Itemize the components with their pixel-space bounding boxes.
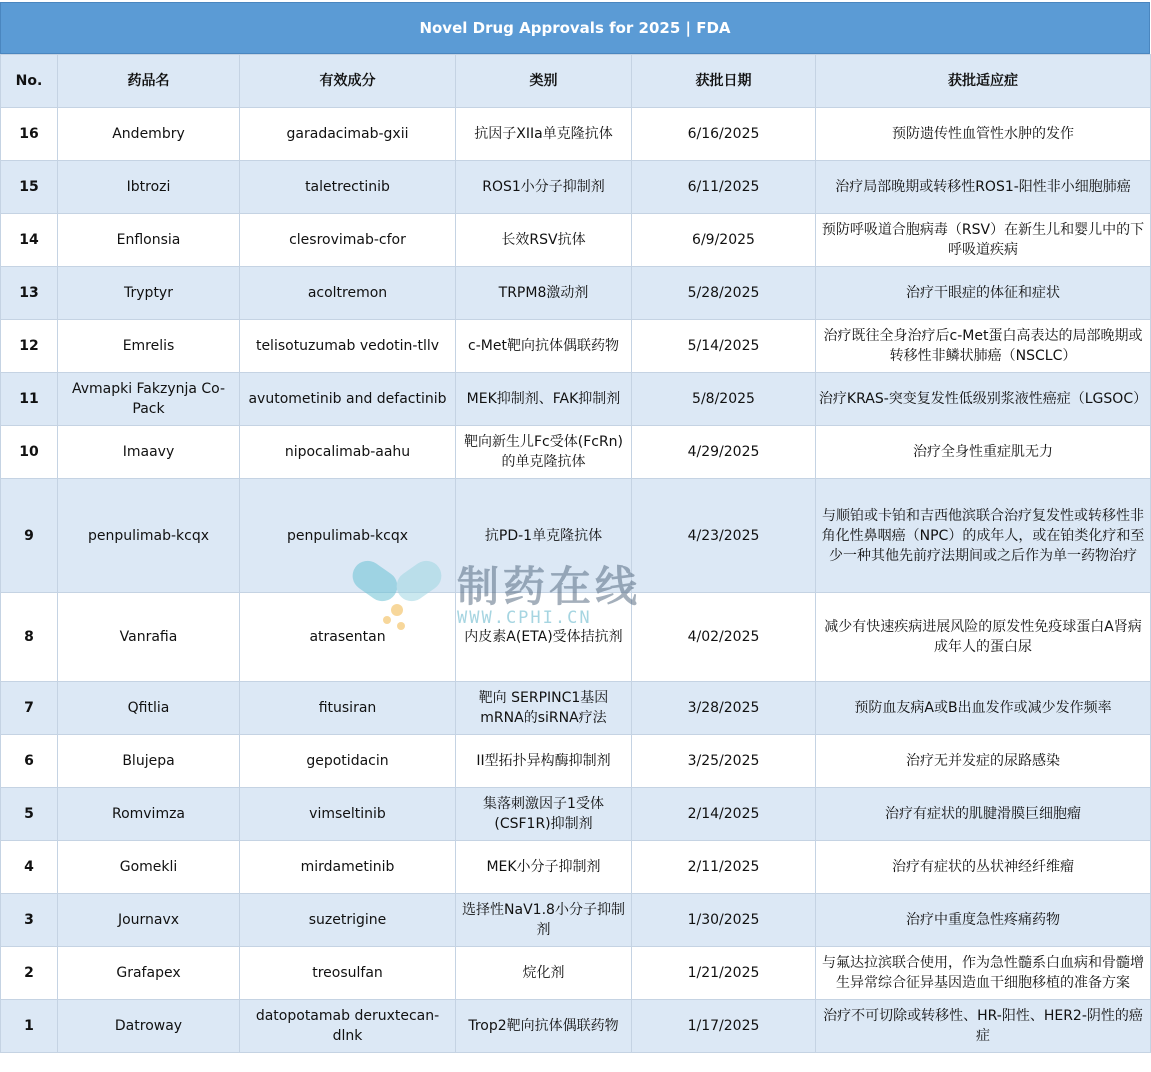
watermark-text: 制药在线 — [457, 562, 642, 611]
cell-no: 10 — [1, 426, 58, 479]
table-row — [1, 479, 1151, 593]
cell-ingredient: telisotuzumab vedotin-tllv — [240, 320, 456, 373]
cell-name: Andembry — [58, 108, 240, 161]
cell-date: 2/11/2025 — [632, 841, 816, 894]
cell-date: 5/8/2025 — [632, 373, 816, 426]
cell-name: Datroway — [58, 1000, 240, 1053]
table-row — [1, 947, 1151, 1000]
cell-category: 抗PD-1单克隆抗体 — [456, 479, 632, 593]
table-row — [1, 267, 1151, 320]
table-title: Novel Drug Approvals for 2025 | FDA — [0, 2, 1150, 54]
cell-name: penpulimab-kcqx — [58, 479, 240, 593]
cell-date: 3/25/2025 — [632, 735, 816, 788]
cell-no: 11 — [1, 373, 58, 426]
cell-category: 集落刺激因子1受体(CSF1R)抑制剂 — [456, 788, 632, 841]
cell-no: 4 — [1, 841, 58, 894]
cell-category: MEK小分子抑制剂 — [456, 841, 632, 894]
cell-date: 6/11/2025 — [632, 161, 816, 214]
cell-date: 1/30/2025 — [632, 894, 816, 947]
cell-ingredient: atrasentan — [240, 593, 456, 682]
cell-indication: 预防呼吸道合胞病毒（RSV）在新生儿和婴儿中的下呼吸道疾病 — [816, 214, 1151, 267]
cell-no: 14 — [1, 214, 58, 267]
cell-name: Emrelis — [58, 320, 240, 373]
cell-indication: 治疗全身性重症肌无力 — [816, 426, 1151, 479]
cell-no: 7 — [1, 682, 58, 735]
cell-ingredient: gepotidacin — [240, 735, 456, 788]
cell-category: Trop2靶向抗体偶联药物 — [456, 1000, 632, 1053]
cell-ingredient: treosulfan — [240, 947, 456, 1000]
cell-name: Avmapki Fakzynja Co-Pack — [58, 373, 240, 426]
cell-indication: 与顺铂或卡铂和吉西他滨联合治疗复发性或转移性非角化性鼻咽癌（NPC）的成年人，或在铂类化疗和至少一种其他先前疗法期间或之后作为单一药物治疗 — [816, 479, 1151, 593]
cell-indication: 治疗KRAS-突变复发性低级别浆液性癌症（LGSOC） — [816, 373, 1151, 426]
cell-indication: 治疗中重度急性疼痛药物 — [816, 894, 1151, 947]
watermark-url: WWW.CPHI.CN — [457, 608, 592, 628]
cell-indication: 预防遗传性血管性水肿的发作 — [816, 108, 1151, 161]
cell-name: Blujepa — [58, 735, 240, 788]
cell-ingredient: taletrectinib — [240, 161, 456, 214]
cell-category: MEK抑制剂、FAK抑制剂 — [456, 373, 632, 426]
table-row — [1, 426, 1151, 479]
table-row — [1, 735, 1151, 788]
cell-no: 6 — [1, 735, 58, 788]
table-row — [1, 161, 1151, 214]
table-row — [1, 894, 1151, 947]
cell-category: 靶向新生儿Fc受体(FcRn)的单克隆抗体 — [456, 426, 632, 479]
cell-category: 长效RSV抗体 — [456, 214, 632, 267]
cell-name: Journavx — [58, 894, 240, 947]
table-row — [1, 108, 1151, 161]
cell-name: Qfitlia — [58, 682, 240, 735]
drug-approvals-table-container — [0, 2, 1150, 1053]
cell-name: Gomekli — [58, 841, 240, 894]
cell-ingredient: garadacimab-gxii — [240, 108, 456, 161]
header-ingredient: 有效成分 — [240, 55, 456, 108]
cell-no: 13 — [1, 267, 58, 320]
cell-indication: 与氟达拉滨联合使用，作为急性髓系白血病和骨髓增生异常综合征异基因造血干细胞移植的准备方案 — [816, 947, 1151, 1000]
cell-ingredient: penpulimab-kcqx — [240, 479, 456, 593]
cell-ingredient: acoltremon — [240, 267, 456, 320]
table-row — [1, 593, 1151, 682]
cell-ingredient: avutometinib and defactinib — [240, 373, 456, 426]
cell-date: 5/14/2025 — [632, 320, 816, 373]
cell-date: 1/21/2025 — [632, 947, 816, 1000]
cell-date: 4/23/2025 — [632, 479, 816, 593]
table-row — [1, 320, 1151, 373]
cell-indication: 治疗无并发症的尿路感染 — [816, 735, 1151, 788]
cell-category: 抗因子XIIa单克隆抗体 — [456, 108, 632, 161]
cell-no: 5 — [1, 788, 58, 841]
header-name: 药品名 — [58, 55, 240, 108]
cell-name: Enflonsia — [58, 214, 240, 267]
cell-category: c-Met靶向抗体偶联药物 — [456, 320, 632, 373]
cell-ingredient: clesrovimab-cfor — [240, 214, 456, 267]
cell-no: 12 — [1, 320, 58, 373]
cell-no: 3 — [1, 894, 58, 947]
cell-date: 1/17/2025 — [632, 1000, 816, 1053]
cell-date: 5/28/2025 — [632, 267, 816, 320]
cell-name: Ibtrozi — [58, 161, 240, 214]
cell-ingredient: suzetrigine — [240, 894, 456, 947]
cell-indication: 治疗有症状的肌腱滑膜巨细胞瘤 — [816, 788, 1151, 841]
cell-ingredient: mirdametinib — [240, 841, 456, 894]
table-row — [1, 373, 1151, 426]
cell-no: 2 — [1, 947, 58, 1000]
cell-category: TRPM8激动剂 — [456, 267, 632, 320]
cell-no: 9 — [1, 479, 58, 593]
cell-indication: 治疗既往全身治疗后c-Met蛋白高表达的局部晚期或转移性非鳞状肺癌（NSCLC） — [816, 320, 1151, 373]
cell-indication: 减少有快速疾病进展风险的原发性免疫球蛋白A肾病成年人的蛋白尿 — [816, 593, 1151, 682]
cell-ingredient: nipocalimab-aahu — [240, 426, 456, 479]
header-row — [1, 55, 1151, 108]
cell-no: 1 — [1, 1000, 58, 1053]
cell-indication: 治疗干眼症的体征和症状 — [816, 267, 1151, 320]
cell-name: Tryptyr — [58, 267, 240, 320]
cell-date: 4/02/2025 — [632, 593, 816, 682]
cell-no: 8 — [1, 593, 58, 682]
cell-category: II型拓扑异构酶抑制剂 — [456, 735, 632, 788]
cell-name: Vanrafia — [58, 593, 240, 682]
cell-date: 2/14/2025 — [632, 788, 816, 841]
cell-date: 6/9/2025 — [632, 214, 816, 267]
table-row — [1, 841, 1151, 894]
header-no: No. — [1, 55, 58, 108]
table-row — [1, 682, 1151, 735]
cell-no: 15 — [1, 161, 58, 214]
cell-indication: 治疗局部晚期或转移性ROS1-阳性非小细胞肺癌 — [816, 161, 1151, 214]
cell-name: Romvimza — [58, 788, 240, 841]
cell-name: Imaavy — [58, 426, 240, 479]
cell-ingredient: datopotamab deruxtecan-dlnk — [240, 1000, 456, 1053]
cell-no: 16 — [1, 108, 58, 161]
cell-date: 4/29/2025 — [632, 426, 816, 479]
cell-category: ROS1小分子抑制剂 — [456, 161, 632, 214]
header-indication: 获批适应症 — [816, 55, 1151, 108]
cell-date: 3/28/2025 — [632, 682, 816, 735]
cell-date: 6/16/2025 — [632, 108, 816, 161]
table-row — [1, 214, 1151, 267]
cell-ingredient: fitusiran — [240, 682, 456, 735]
table-row — [1, 1000, 1151, 1053]
drug-approvals-table — [0, 54, 1151, 1053]
table-row — [1, 788, 1151, 841]
cell-category: 靶向 SERPINC1基因mRNA的siRNA疗法 — [456, 682, 632, 735]
cell-category: 内皮素A(ETA)受体拮抗剂 — [456, 593, 632, 682]
cell-ingredient: vimseltinib — [240, 788, 456, 841]
table-body — [1, 108, 1151, 1053]
cell-name: Grafapex — [58, 947, 240, 1000]
header-date: 获批日期 — [632, 55, 816, 108]
cell-indication: 预防血友病A或B出血发作或减少发作频率 — [816, 682, 1151, 735]
cell-category: 烷化剂 — [456, 947, 632, 1000]
cell-category: 选择性NaV1.8小分子抑制剂 — [456, 894, 632, 947]
header-category: 类别 — [456, 55, 632, 108]
cell-indication: 治疗不可切除或转移性、HR-阳性、HER2-阴性的癌症 — [816, 1000, 1151, 1053]
cell-indication: 治疗有症状的丛状神经纤维瘤 — [816, 841, 1151, 894]
